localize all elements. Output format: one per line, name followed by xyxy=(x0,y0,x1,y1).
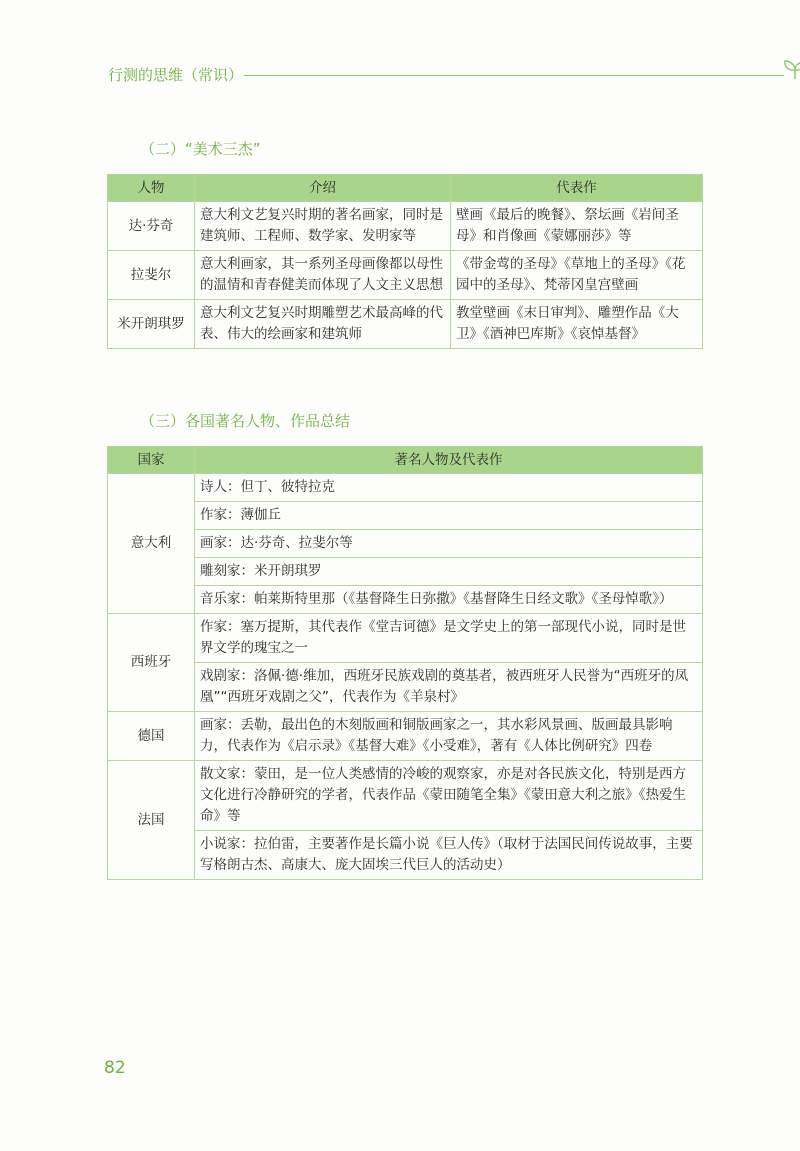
figure-entry: 戏剧家：洛佩·德·维加，西班牙民族戏剧的奠基者，被西班牙人民誉为“西班牙的凤凰”“西班牙戏剧之父”，代表作为《羊泉村》 xyxy=(195,663,703,712)
country-cell: 西班牙 xyxy=(108,614,195,712)
sprout-icon xyxy=(782,58,800,80)
running-header xyxy=(108,62,708,86)
figure-entry: 作家：塞万提斯，其代表作《堂吉诃德》是文学史上的第一部现代小说，同时是世界文学的瑰宝之一 xyxy=(195,614,703,663)
section-title-countries: （三）各国著名人物、作品总结 xyxy=(140,412,351,430)
figure-entry: 音乐家：帕莱斯特里那（《基督降生日弥撒》《基督降生日经文歌》《圣母悼歌》） xyxy=(195,586,703,614)
page-number: 82 xyxy=(104,1058,126,1078)
table-row xyxy=(108,831,703,880)
country-cell: 意大利 xyxy=(108,474,195,614)
figure-entry: 小说家：拉伯雷，主要著作是长篇小说《巨人传》（取材于法国民间传说故事，主要写格朗古杰、高康大、庞大固埃三代巨人的活动史） xyxy=(195,831,703,880)
table-header-row xyxy=(108,447,703,474)
column-header: 人物 xyxy=(108,175,195,202)
column-header: 代表作 xyxy=(451,175,703,202)
column-header: 著名人物及代表作 xyxy=(195,447,703,474)
table-row xyxy=(108,614,703,663)
artist-works: 《带金莺的圣母》《草地上的圣母》《花园中的圣母》、梵蒂冈皇宫壁画 xyxy=(451,251,703,300)
figure-entry: 画家：达·芬奇、拉斐尔等 xyxy=(195,530,703,558)
header-rule xyxy=(244,75,784,76)
artist-intro: 意大利文艺复兴时期雕塑艺术最高峰的代表、伟大的绘画家和建筑师 xyxy=(195,300,451,349)
artist-works: 教堂壁画《末日审判》、雕塑作品《大卫》《酒神巴库斯》《哀悼基督》 xyxy=(451,300,703,349)
artist-works: 壁画《最后的晚餐》、祭坛画《岩间圣母》和肖像画《蒙娜丽莎》等 xyxy=(451,202,703,251)
table-row xyxy=(108,251,703,300)
column-header: 介绍 xyxy=(195,175,451,202)
table-row xyxy=(108,558,703,586)
table-row xyxy=(108,202,703,251)
column-header: 国家 xyxy=(108,447,195,474)
art-masters-table xyxy=(107,174,703,349)
table-row xyxy=(108,530,703,558)
table-row xyxy=(108,586,703,614)
table-row xyxy=(108,663,703,712)
figure-entry: 诗人：但丁、彼特拉克 xyxy=(195,474,703,502)
table-row xyxy=(108,761,703,831)
country-cell: 法国 xyxy=(108,761,195,880)
artist-intro: 意大利画家，其一系列圣母画像都以母性的温情和青春健美而体现了人文主义思想 xyxy=(195,251,451,300)
figure-entry: 作家：薄伽丘 xyxy=(195,502,703,530)
table-row xyxy=(108,300,703,349)
table-row xyxy=(108,712,703,761)
table-row xyxy=(108,474,703,502)
artist-name: 达·芬奇 xyxy=(108,202,195,251)
table-header-row xyxy=(108,175,703,202)
countries-table xyxy=(107,446,703,880)
figure-entry: 画家：丢勒，最出色的木刻版画和铜版画家之一，其水彩风景画、版画最具影响力，代表作为《启示录》《基督大难》《小受难》，著有《人体比例研究》四卷 xyxy=(195,712,703,761)
figure-entry: 雕刻家：米开朗琪罗 xyxy=(195,558,703,586)
artist-intro: 意大利文艺复兴时期的著名画家，同时是建筑师、工程师、数学家、发明家等 xyxy=(195,202,451,251)
table-row xyxy=(108,502,703,530)
artist-name: 拉斐尔 xyxy=(108,251,195,300)
artist-name: 米开朗琪罗 xyxy=(108,300,195,349)
running-header-title: 行测的思维（常识） xyxy=(108,66,244,84)
section-title-art-masters: （二）“美术三杰” xyxy=(140,140,261,158)
country-cell: 德国 xyxy=(108,712,195,761)
figure-entry: 散文家：蒙田，是一位人类感情的冷峻的观察家，亦是对各民族文化，特别是西方文化进行冷静研究的学者，代表作品《蒙田随笔全集》《蒙田意大利之旅》《热爱生命》等 xyxy=(195,761,703,831)
